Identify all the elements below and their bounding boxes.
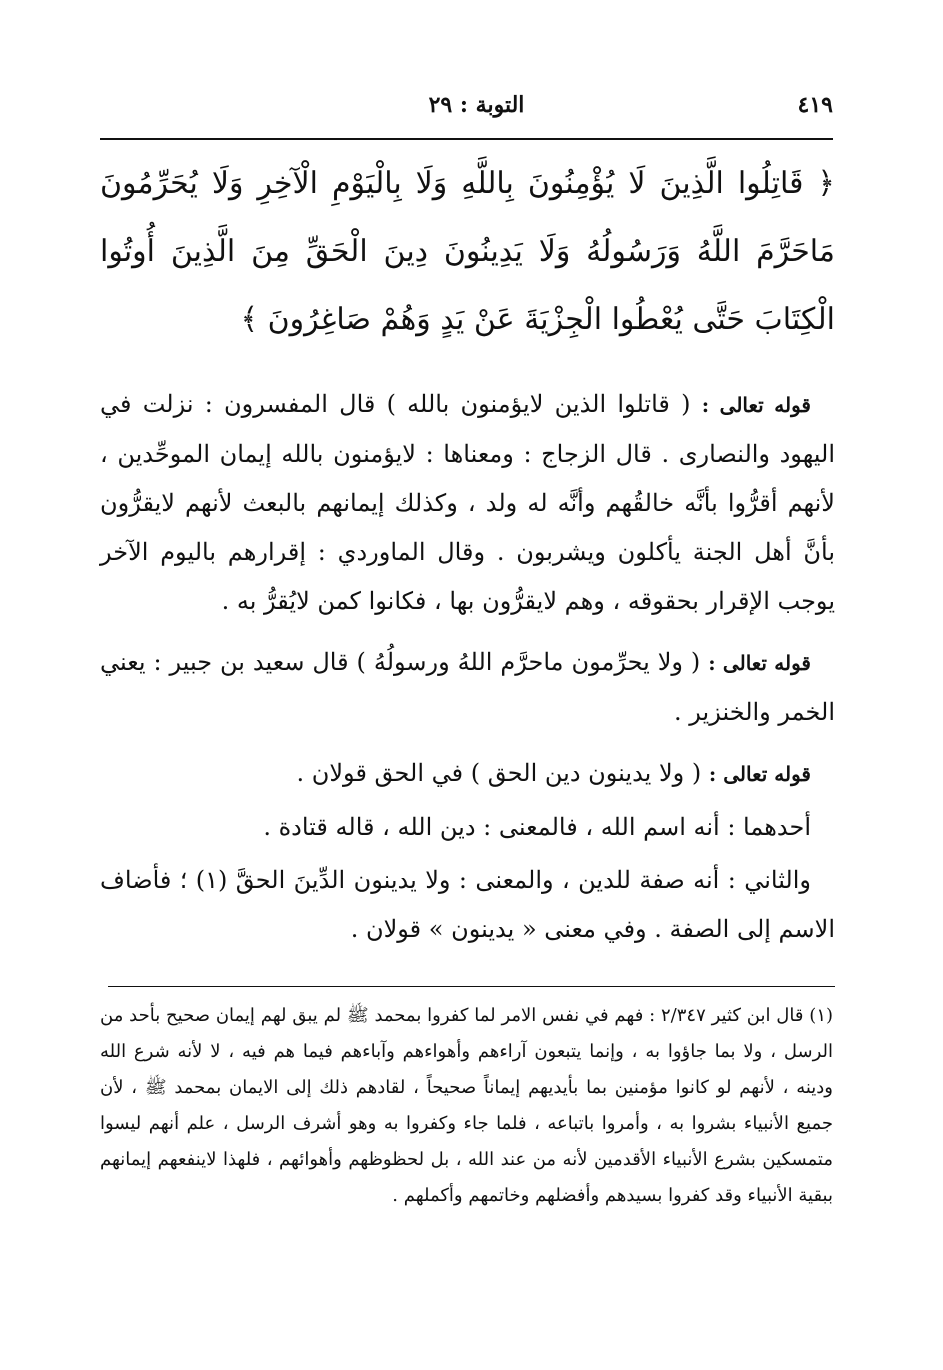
paragraph-lead: قوله تعالى : (701, 393, 811, 417)
footnote: (١) قال ابن كثير ٢/٣٤٧ : فهم في نفس الامر لما كفروا بمحمد ﷺ لم يبق لهم إيمان صحيح بأحد من الرسل ، ولا بما جاؤوا به ، وإنما يتبعون آراءهم وأهواءهم وآباءهم فيما هم فيه ، لا لأنه شرع الله ودينه ، لأنهم لو كانوا مؤمنين بما بأيديهم إيماناً صحيحاً ، لقادهم ذلك إلى الايمان بمحمد ﷺ ، لأن جميع الأنبياء بشروا به ، وأمروا باتباعه ، فلما جاء وكفروا به وهو أشرف الرسل ، علم أنهم ليسوا متمسكين بشرع الأنبياء الأقدمين لأنه من عند الله ، بل لحظوظهم وأهوائهم ، فلهذا لاينفعهم إيمانهم ببقية الأنبياء وقد كفروا بسيدهم وأفضلهم وخاتمهم وأكملهم . (100, 1005, 834, 1206)
page-number: ٤١٩ (797, 92, 833, 118)
header-rule (100, 138, 833, 140)
paragraph-text: والثاني : أنه صفة للدين ، والمعنى : ولا يدينون الدِّينَ الحقَّ (١) ؛ فأضاف الاسم إلى الصفة . وفي معنى « يدينون » قولان . (100, 866, 835, 943)
commentary-paragraph (100, 380, 835, 626)
commentary-paragraph (100, 803, 835, 852)
commentary-paragraph (100, 749, 835, 799)
paragraph-text: أحدهما : أنه اسم الله ، فالمعنى : دين الله ، قاله قتادة . (263, 813, 811, 841)
paragraph-lead: قوله تعالى : (708, 762, 811, 786)
footnote-rule (108, 986, 835, 987)
commentary-paragraph (100, 638, 835, 737)
paragraph-lead: قوله تعالى : (708, 651, 811, 675)
paragraph-text: ( ولا يحرِّمون ماحرَّم اللهُ ورسولُهُ ) قال سعيد بن جبير : يعني الخمر والخنزير . (100, 648, 835, 726)
paragraph-text: ( ولا يدينون دين الحق ) في الحق قولان . (296, 759, 702, 787)
page-header (120, 92, 833, 132)
quran-verse: ﴿ قَاتِلُوا الَّذِينَ لَا يُؤْمِنُونَ بِاللَّهِ وَلَا بِالْيَوْمِ الْآخِرِ وَلَا يُحَرِّمُونَ مَاحَرَّمَ اللَّهُ وَرَسُولُهُ وَلَا يَدِينُونَ دِينَ الْحَقِّ مِنَ الَّذِينَ أُوتُوا الْكِتَابَ حَتَّى يُعْطُوا الْجِزْيَةَ عَنْ يَدٍ وَهُمْ صَاغِرُونَ ﴾ (100, 166, 835, 337)
commentary (100, 380, 835, 966)
paragraph-text: ( قاتلوا الذين لايؤمنون بالله ) قال المفسرون : نزلت في اليهود والنصارى . قال الزجاج : ومعناها : لايؤمنون بالله إيمان الموحِّدين ، لأنهم أقرُّوا بأنَّه خالقُهم وأنَّه له ولد ، وكذلك إيمانهم بالبعث لأنهم لايقرُّون بأنَّ أهل الجنة يأكلون ويشربون . وقال الماوردي : إقرارهم باليوم الآخر يوجب الإقرار بحقوقه ، وهم لايقرُّون بها ، فكانوا كمن لايُقرُّ به . (100, 390, 835, 615)
surah-verse-title: التوبة : ٢٩ (428, 92, 525, 118)
commentary-paragraph (100, 856, 835, 954)
